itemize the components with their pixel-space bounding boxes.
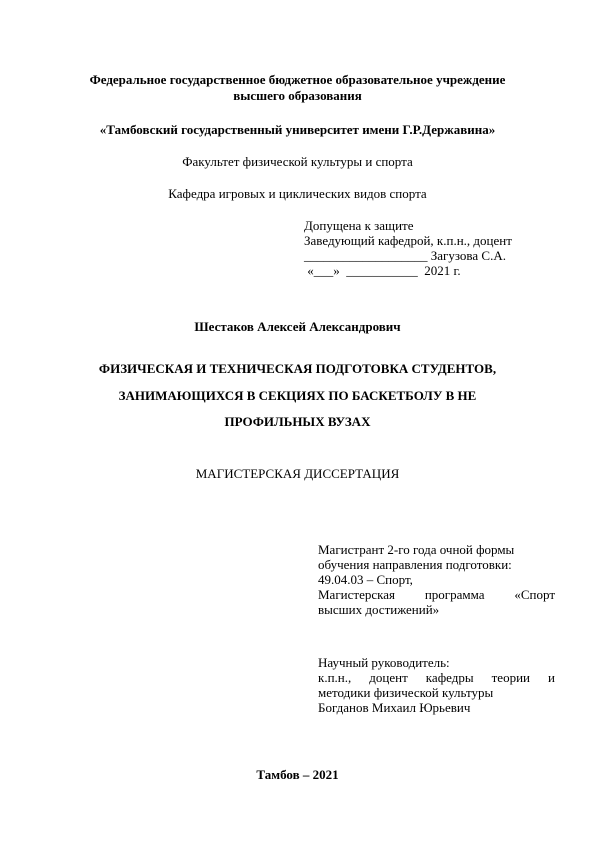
supervisor-line-4: Богданов Михаил Юрьевич [318, 700, 471, 715]
approval-line-3: ___________________ Загузова С.А. [304, 248, 506, 263]
institution-line-2: высшего образования [233, 88, 362, 103]
student-block [318, 542, 555, 617]
student-line-3: 49.04.03 – Спорт, [318, 572, 413, 587]
approval-block [304, 218, 512, 278]
work-type: МАГИСТЕРСКАЯ ДИССЕРТАЦИЯ [195, 466, 400, 481]
student-line-5: высших достижений» [318, 602, 440, 617]
author-name: Шестаков Алексей Александрович [194, 319, 401, 334]
supervisor-line-2: к.п.н., доцент кафедры теории и [318, 670, 555, 685]
supervisor-line-3: методики физической культуры [318, 685, 494, 700]
student-line-1: Магистрант 2-го года очной формы [318, 542, 515, 557]
department-name: Кафедра игровых и циклических видов спорта [168, 186, 427, 201]
student-line-4: Магистерская программа «Спорт [318, 587, 555, 602]
university-name: «Тамбовский государственный университет имени Г.Р.Державина» [99, 122, 496, 137]
approval-line-2: Заведующий кафедрой, к.п.н., доцент [304, 233, 512, 248]
thesis-title-line-3: ПРОФИЛЬНЫХ ВУЗАХ [224, 414, 371, 429]
supervisor-line-1: Научный руководитель: [318, 655, 450, 670]
approval-line-4: «___» ___________ 2021 г. [304, 263, 461, 278]
city-year: Тамбов – 2021 [256, 767, 339, 782]
student-line-2: обучения направления подготовки: [318, 557, 512, 572]
approval-line-1: Допущена к защите [304, 218, 414, 233]
supervisor-block [318, 655, 555, 715]
faculty-name: Факультет физической культуры и спорта [182, 154, 413, 169]
thesis-title-line-1: ФИЗИЧЕСКАЯ И ТЕХНИЧЕСКАЯ ПОДГОТОВКА СТУДЕНТОВ, [98, 361, 497, 376]
thesis-title-line-2: ЗАНИМАЮЩИХСЯ В СЕКЦИЯХ ПО БАСКЕТБОЛУ В НЕ [118, 388, 477, 403]
institution-line-1: Федеральное государственное бюджетное образовательное учреждение [89, 72, 506, 87]
